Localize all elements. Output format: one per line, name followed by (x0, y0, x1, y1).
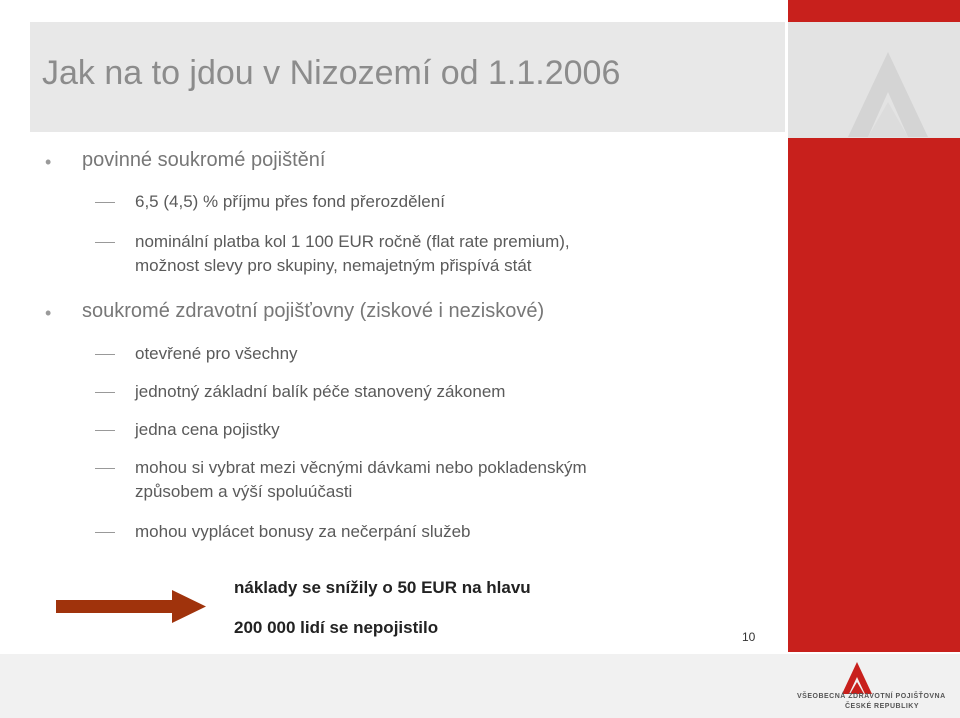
dash-marker (95, 430, 115, 431)
bullet-dot: • (45, 152, 52, 172)
dash-marker (95, 242, 115, 243)
sub-bullet-item-continuation: možnost slevy pro skupiny, nemajetným přispívá stát (135, 256, 532, 275)
sub-bullet-item: mohou si vybrat mezi věcnými dávkami nebo pokladenským (135, 458, 587, 477)
sub-bullet-item: otevřené pro všechny (135, 344, 298, 363)
red-side-panel (788, 138, 960, 652)
sub-bullet-item-continuation: způsobem a výší spoluúčasti (135, 482, 353, 501)
slide-title: Jak na to jdou v Nizozemí od 1.1.2006 (42, 54, 621, 92)
bullet-dot: • (45, 303, 52, 323)
conclusion-line: náklady se snížily o 50 EUR na hlavu (234, 578, 531, 597)
dash-marker (95, 532, 115, 533)
bullet-item: povinné soukromé pojištění (82, 149, 326, 171)
bullet-item: soukromé zdravotní pojišťovny (ziskové i neziskové) (82, 300, 545, 322)
red-top-strip (788, 0, 960, 22)
watermark-logo-icon (788, 22, 960, 138)
sub-bullet-item: jednotný základní balík péče stanovený zákonem (135, 382, 506, 401)
arrow-right-icon (56, 590, 206, 624)
conclusion-line: 200 000 lidí se nepojistilo (234, 618, 439, 637)
watermark-logo-panel (788, 22, 960, 138)
dash-marker (95, 468, 115, 469)
dash-marker (95, 202, 115, 203)
logo-text: VŠEOBECNÁ ZDRAVOTNÍ POJIŠŤOVNA (797, 693, 946, 700)
sub-bullet-item: jedna cena pojistky (135, 420, 280, 439)
sub-bullet-item: mohou vyplácet bonusy za nečerpání služeb (135, 522, 471, 541)
page-number: 10 (742, 630, 756, 644)
sub-bullet-item: nominální platba kol 1 100 EUR ročně (flat rate premium), (135, 232, 570, 251)
logo-text: ČESKÉ REPUBLIKY (845, 703, 920, 710)
sub-bullet-item: 6,5 (4,5) % příjmu přes fond přerozdělení (135, 192, 445, 211)
dash-marker (95, 392, 115, 393)
dash-marker (95, 354, 115, 355)
